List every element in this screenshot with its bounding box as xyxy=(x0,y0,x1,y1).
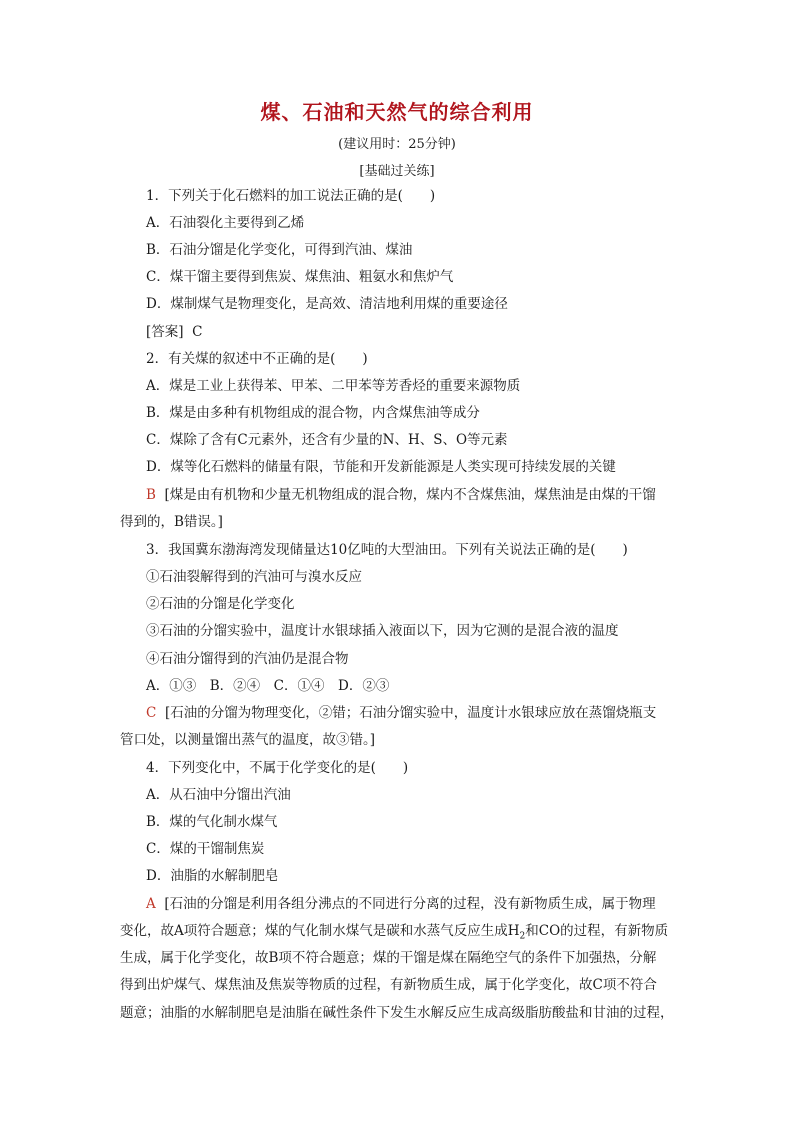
q2-option-d: D．煤等化石燃料的储量有限，节能和开发新能源是人类实现可持续发展的关键 xyxy=(146,459,616,475)
q2-explanation xyxy=(146,486,656,504)
q1-option-a: A．石油裂化主要得到乙烯 xyxy=(146,215,305,231)
answer-letter: A xyxy=(146,896,156,912)
q1-stem: 1．下列关于化石燃料的加工说法正确的是( ) xyxy=(146,188,436,204)
explanation-text: 和CO的过程，有新物质 xyxy=(525,923,669,939)
q4-explanation-line-4: 得到出炉煤气、煤焦油及焦炭等物质的过程，有新物质生成，属于化学变化，故C项不符合 xyxy=(120,977,657,993)
q3-statement-4: ④石油分馏得到的汽油仍是混合物 xyxy=(146,651,349,667)
explanation-text: [石油的分馏为物理变化，②错；石油分馏实验中，温度计水银球应放在蒸馏烧瓶支 xyxy=(164,705,657,721)
q1-option-c: C．煤干馏主要得到焦炭、煤焦油、粗氨水和焦炉气 xyxy=(146,269,454,285)
q4-explanation xyxy=(146,895,656,913)
subscript: 2 xyxy=(519,931,526,942)
q3-statement-3: ③石油的分馏实验中，温度计水银球插入液面以下，因为它测的是混合液的温度 xyxy=(146,623,619,639)
q1-answer xyxy=(146,323,202,341)
q4-option-d: D．油脂的水解制肥皂 xyxy=(146,868,279,884)
answer-label: [答案] xyxy=(146,324,184,340)
q4-option-a: A．从石油中分馏出汽油 xyxy=(146,787,291,803)
q3-stem: 3．我国冀东渤海湾发现储量达10亿吨的大型油田。下列有关说法正确的是( ) xyxy=(146,542,628,558)
suggested-time: (建议用时：25分钟) xyxy=(338,137,456,152)
section-heading: [基础过关练] xyxy=(359,164,435,179)
q3-explanation-cont: 管口处，以测量馏出蒸气的温度，故③错。] xyxy=(120,732,376,748)
explanation-text: [石油的分馏是利用各组分沸点的不同进行分离的过程，没有新物质生成，属于物理 xyxy=(164,896,656,912)
q2-stem: 2．有关煤的叙述中不正确的是( ) xyxy=(146,351,368,367)
explanation-text: 变化，故A项符合题意；煤的气化制水煤气是碳和水蒸气反应生成H xyxy=(120,923,520,939)
q2-option-a: A．煤是工业上获得苯、甲苯、二甲苯等芳香烃的重要来源物质 xyxy=(146,378,521,394)
q4-option-c: C．煤的干馏制焦炭 xyxy=(146,841,265,857)
q4-explanation-line-2 xyxy=(120,922,668,946)
answer-letter: C xyxy=(146,705,157,721)
q4-explanation-line-5: 题意；油脂的水解制肥皂是油脂在碱性条件下发生水解反应生成高级脂肪酸盐和甘油的过程， xyxy=(120,1005,674,1021)
q3-explanation xyxy=(146,704,656,722)
answer-letter: B xyxy=(146,487,156,503)
q1-option-d: D．煤制煤气是物理变化，是高效、清洁地利用煤的重要途径 xyxy=(146,296,508,312)
q2-option-b: B．煤是由多种有机物组成的混合物，内含煤焦油等成分 xyxy=(146,405,480,421)
explanation-text: [煤是由有机物和少量无机物组成的混合物，煤内不含煤焦油，煤焦油是由煤的干馏 xyxy=(164,487,656,503)
q3-options: A．①③ B．②④ C．①④ D．②③ xyxy=(146,678,390,694)
answer-letter: C xyxy=(192,324,203,340)
q4-stem: 4．下列变化中，不属于化学变化的是( ) xyxy=(146,760,409,776)
q3-statement-1: ①石油裂解得到的汽油可与溴水反应 xyxy=(146,569,362,585)
q4-option-b: B．煤的气化制水煤气 xyxy=(146,814,278,830)
q2-explanation-cont: 得到的，B错误。] xyxy=(120,514,223,530)
q4-explanation-line-3: 生成，属于化学变化，故B项不符合题意；煤的干馏是煤在隔绝空气的条件下加强热，分解 xyxy=(120,950,657,966)
q3-statement-2: ②石油的分馏是化学变化 xyxy=(146,596,295,612)
page-title: 煤、石油和天然气的综合利用 xyxy=(260,100,534,124)
q2-option-c: C．煤除了含有C元素外，还含有少量的N、H、S、O等元素 xyxy=(146,432,508,448)
q1-option-b: B．石油分馏是化学变化，可得到汽油、煤油 xyxy=(146,242,413,258)
